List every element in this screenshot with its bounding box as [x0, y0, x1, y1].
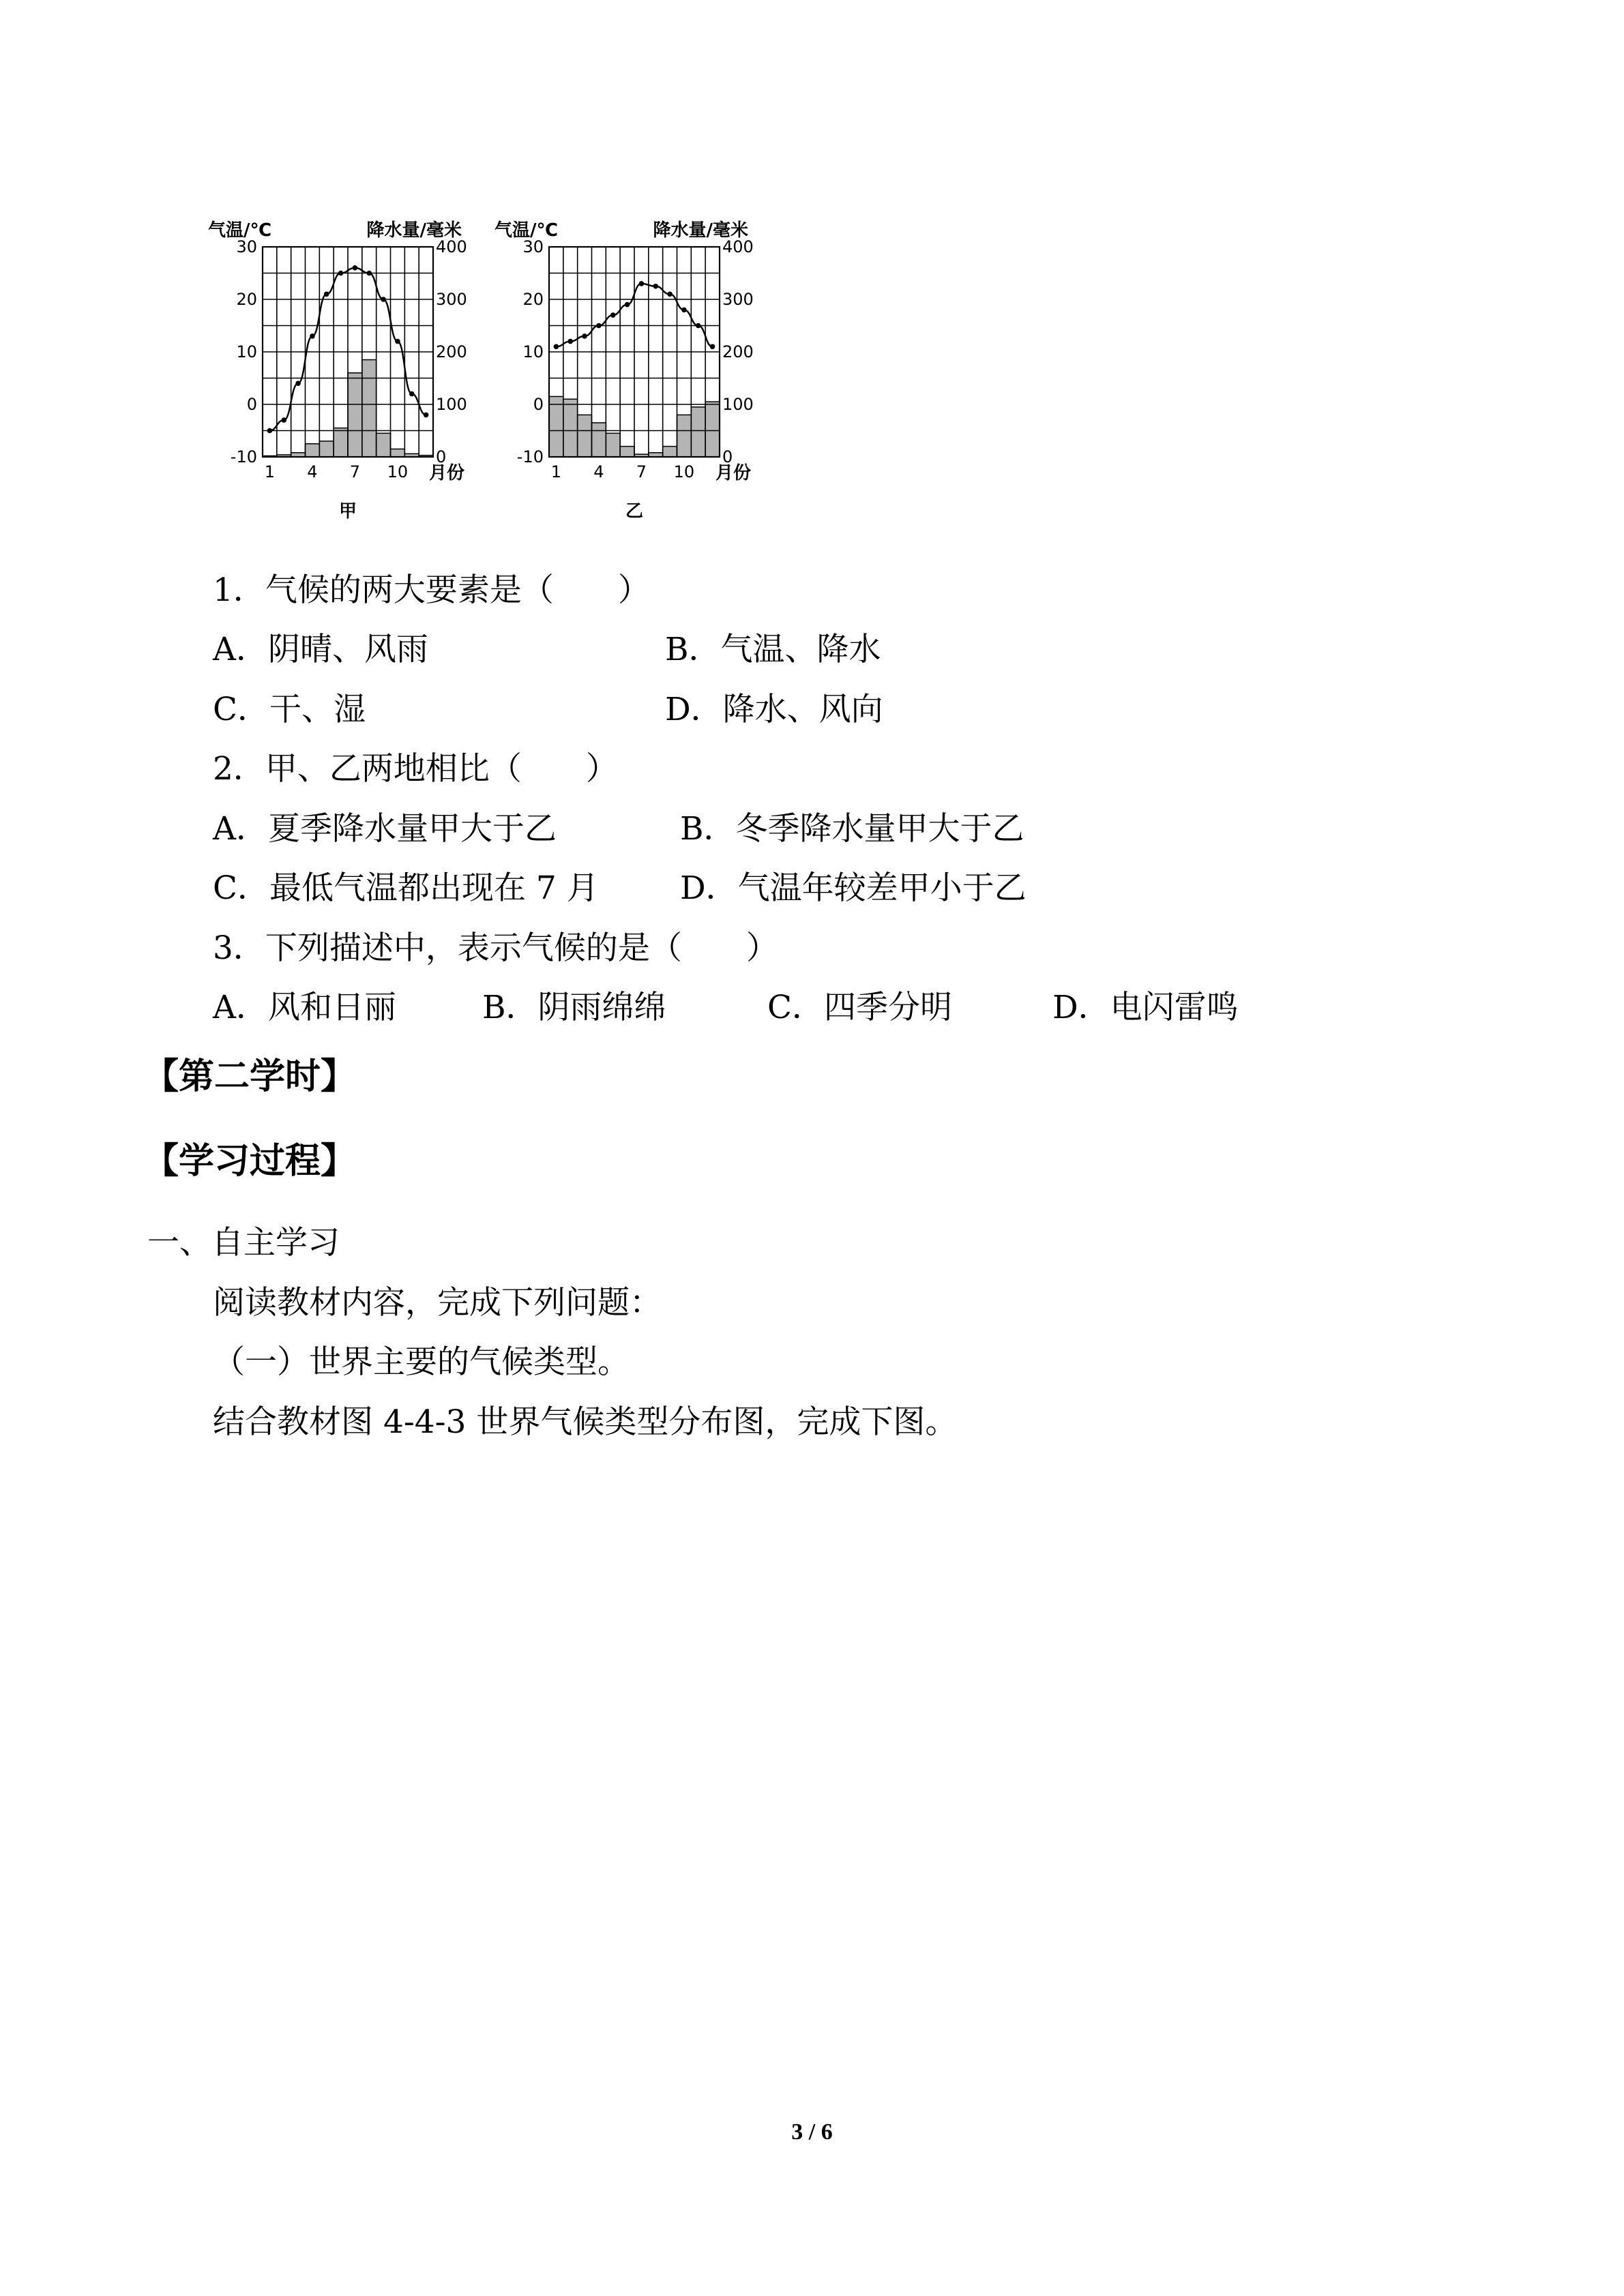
temperature-point: [625, 302, 630, 308]
temperature-point: [696, 323, 701, 329]
temperature-point: [324, 292, 329, 297]
temperature-point: [267, 428, 273, 434]
section-paragraph-1: 阅读教材内容，完成下列问题：: [213, 1284, 662, 1322]
precipitation-bar: [691, 407, 705, 457]
precip-tick-label: 400: [436, 237, 467, 256]
temp-tick-label: 30: [236, 237, 257, 256]
temperature-point: [395, 339, 400, 344]
chart-caption: 乙: [625, 501, 644, 522]
precipitation-bar: [620, 447, 634, 457]
question-3-option-d: D．电闪雷鸣: [1052, 989, 1239, 1026]
precip-tick-label: 300: [436, 290, 467, 309]
question-2-option-b: B．冬季降水量甲大于乙: [680, 810, 1024, 848]
section-paragraph-3: 结合教材图 4-4-3 世界气候类型分布图，完成下图。: [213, 1403, 958, 1441]
heading-second-period: 【第二学时】: [143, 1056, 357, 1097]
temperature-point: [353, 265, 358, 271]
temp-tick-label: 0: [533, 395, 544, 414]
precipitation-bar: [663, 447, 677, 457]
month-tick-label: 1: [264, 462, 276, 481]
precipitation-bar: [391, 449, 405, 457]
month-tick-label: 4: [307, 462, 318, 481]
temperature-point: [554, 344, 559, 350]
month-tick-label: 10: [387, 462, 409, 481]
temperature-point: [366, 271, 372, 276]
precipitation-bar: [549, 396, 563, 457]
month-tick-label: 10: [673, 462, 695, 481]
temperature-point: [338, 271, 344, 276]
temp-tick-label: 10: [236, 342, 257, 361]
section-title: 一、自主学习: [147, 1224, 340, 1262]
climate-chart-jia: [205, 205, 491, 532]
question-2-option-d: D．气温年较差甲小于乙: [680, 869, 1027, 907]
precipitation-bar: [563, 399, 578, 457]
temperature-point: [667, 292, 673, 297]
question-1-option-a: A．阴晴、风雨: [213, 631, 428, 668]
question-2-option-a: A．夏季降水量甲大于乙: [213, 810, 557, 848]
question-1-option-c: C．干、湿: [213, 691, 366, 728]
question-3-option-b: B．阴雨绵绵: [482, 989, 666, 1026]
temp-tick-label: 20: [236, 290, 257, 309]
temperature-point: [295, 381, 301, 386]
question-1-stem: 1．气候的两大要素是（ ）: [213, 571, 650, 609]
question-1-option-d: D．降水、风向: [665, 691, 883, 728]
precip-tick-label: 0: [436, 447, 447, 466]
temperature-point: [653, 284, 658, 289]
question-2-option-c: C．最低气温都出现在 7 月: [213, 869, 599, 907]
temperature-point: [710, 344, 715, 350]
precipitation-bar: [319, 441, 334, 457]
temp-tick-label: 20: [522, 290, 544, 309]
climate-chart-yi: [491, 205, 778, 532]
temperature-point: [381, 297, 386, 302]
left-axis-label: 气温/℃: [494, 220, 558, 241]
question-3-option-c: C．四季分明: [767, 989, 952, 1026]
temp-tick-label: 10: [522, 342, 544, 361]
temp-tick-label: 0: [246, 395, 257, 414]
heading-learning-process: 【学习过程】: [143, 1141, 357, 1182]
precipitation-bar: [334, 428, 348, 457]
precipitation-bar: [606, 433, 620, 457]
month-tick-label: 1: [550, 462, 562, 481]
precip-tick-label: 400: [722, 237, 754, 256]
month-tick-label: 7: [349, 462, 361, 481]
temperature-point: [567, 339, 573, 344]
question-1-option-b: B．气温、降水: [665, 631, 881, 668]
temperature-point: [681, 308, 687, 313]
temperature-point: [310, 333, 315, 339]
section-paragraph-2: （一）世界主要的气候类型。: [213, 1343, 630, 1381]
temperature-point: [409, 391, 415, 397]
temperature-point: [424, 413, 429, 418]
precipitation-bar: [348, 373, 362, 457]
x-unit-label: 月份: [428, 463, 464, 483]
temp-tick-label: -10: [230, 447, 257, 466]
precipitation-bar: [306, 444, 320, 457]
right-axis-label: 降水量/毫米: [653, 220, 748, 241]
question-3-stem: 3．下列描述中，表示气候的是（ ）: [213, 929, 778, 967]
precip-tick-label: 100: [436, 395, 467, 414]
precipitation-bar: [362, 360, 377, 457]
precipitation-bar: [705, 402, 720, 457]
precip-tick-label: 300: [722, 290, 754, 309]
precipitation-bar: [592, 423, 606, 457]
temperature-point: [281, 417, 286, 423]
page-number: 3 / 6: [791, 2119, 833, 2145]
month-tick-label: 4: [593, 462, 604, 481]
temperature-point: [610, 312, 616, 318]
precip-tick-label: 100: [722, 395, 754, 414]
temperature-point: [582, 333, 587, 339]
precip-tick-label: 0: [722, 447, 733, 466]
month-tick-label: 7: [636, 462, 647, 481]
chart-caption: 甲: [338, 501, 357, 522]
question-2-stem: 2．甲、乙两地相比（ ）: [213, 750, 618, 788]
precipitation-bar: [578, 415, 592, 457]
question-3-option-a: A．风和日丽: [213, 989, 396, 1026]
temperature-point: [596, 323, 602, 329]
precipitation-bar: [377, 433, 391, 457]
precip-tick-label: 200: [722, 342, 754, 361]
temp-tick-label: 30: [522, 237, 544, 256]
x-unit-label: 月份: [715, 463, 751, 483]
precipitation-bar: [677, 415, 692, 457]
temp-tick-label: -10: [516, 447, 544, 466]
temperature-point: [639, 281, 645, 286]
left-axis-label: 气温/℃: [208, 220, 271, 241]
right-axis-label: 降水量/毫米: [366, 220, 462, 241]
precip-tick-label: 200: [436, 342, 467, 361]
